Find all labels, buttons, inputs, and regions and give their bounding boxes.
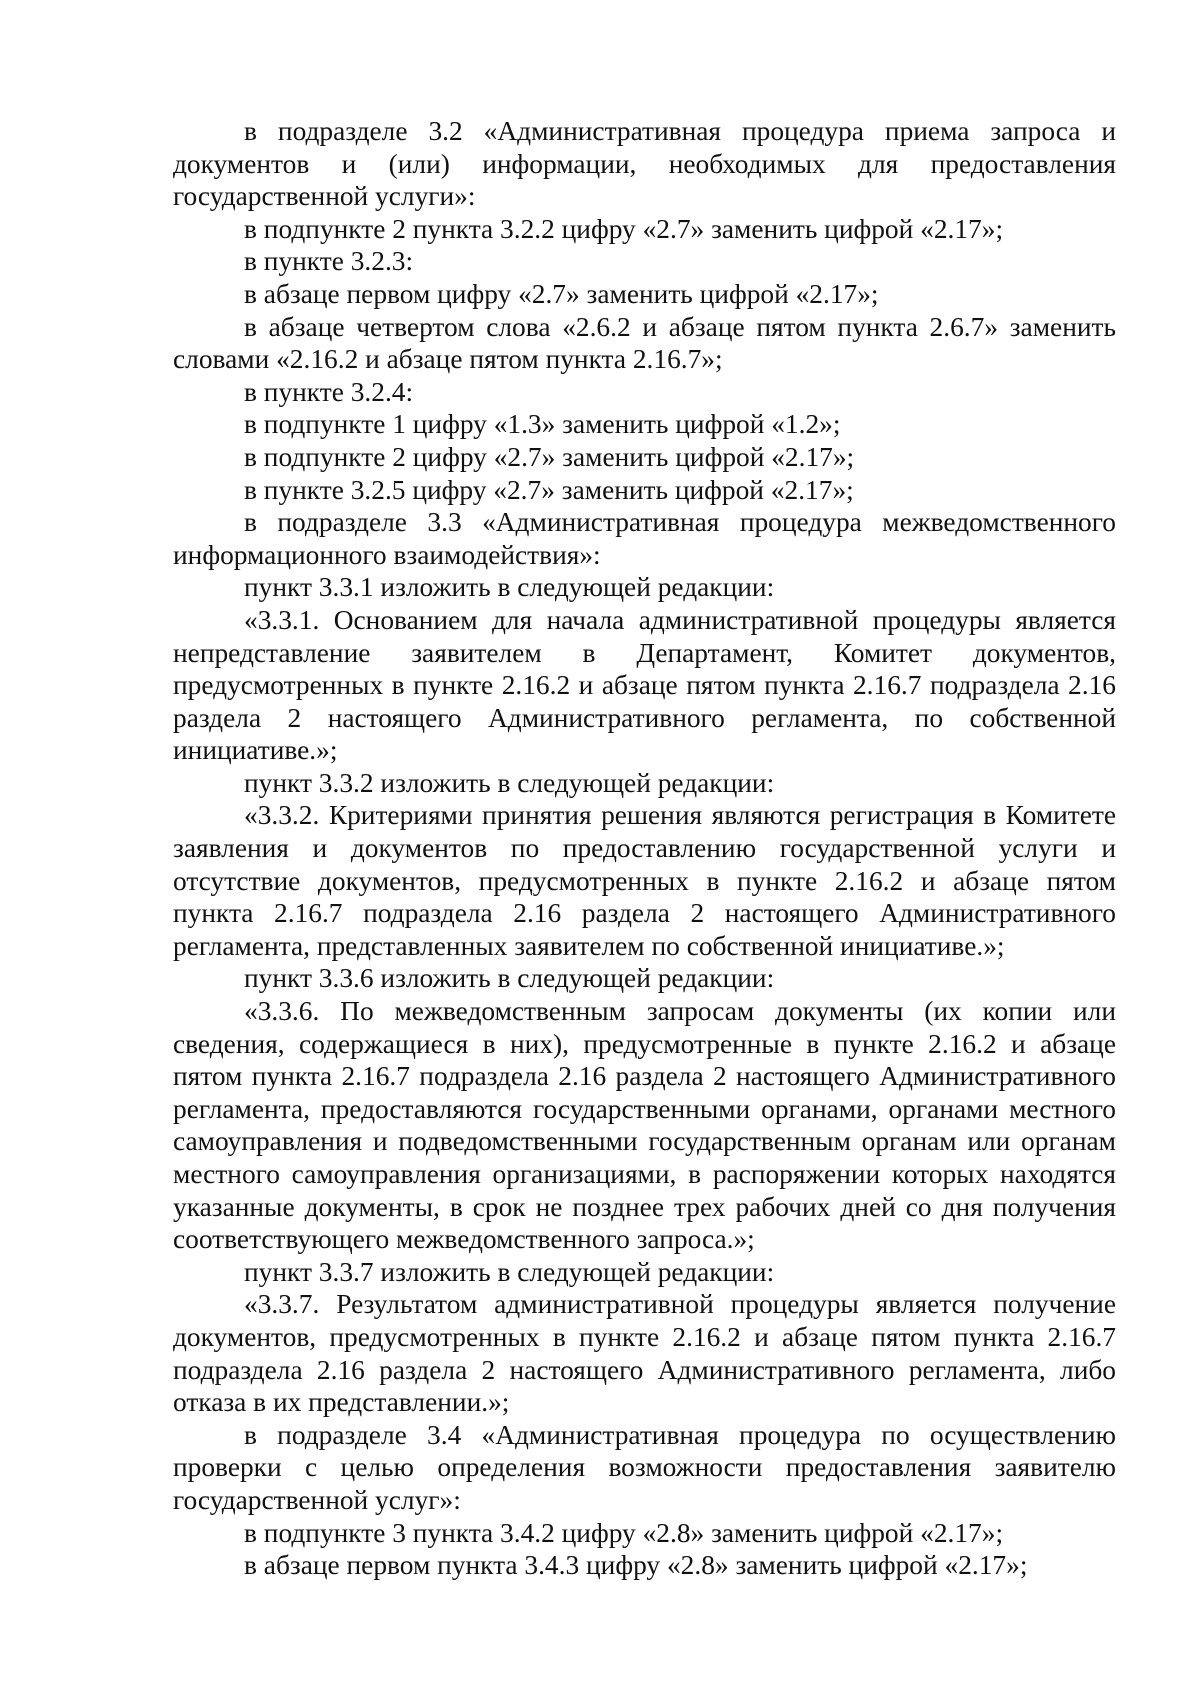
- paragraph: в подпункте 1 цифру «1.3» заменить цифрой «1.2»;: [244, 409, 841, 440]
- paragraph: в подразделе 3.3 «Административная процедура межведомственного информационного взаимодействия»:: [173, 507, 1116, 570]
- paragraph: пункт 3.3.7 изложить в следующей редакции:: [244, 1256, 775, 1287]
- paragraph: пункт 3.3.1 изложить в следующей редакции:: [244, 572, 775, 603]
- paragraph: в пункте 3.2.4:: [244, 376, 414, 407]
- paragraph: в пункте 3.2.3:: [244, 246, 414, 277]
- paragraph: «3.3.7. Результатом административной процедуры является получение документов, предусмотренных в пункте 2.16.2 и абзаце пятом пункта 2.16.7 подраздела 2.16 раздела 2 настоящего Административного регламента, либо отказа в их представлении.»;: [173, 1289, 1116, 1418]
- paragraph: в подразделе 3.4 «Административная процедура по осуществлению проверки с целью определения возможности предоставления заявителю государственной услуг»:: [173, 1419, 1116, 1515]
- paragraph: в пункте 3.2.5 цифру «2.7» заменить цифрой «2.17»;: [244, 474, 854, 505]
- paragraph: пункт 3.3.6 изложить в следующей редакции:: [244, 963, 775, 994]
- paragraph: пункт 3.3.2 изложить в следующей редакции:: [244, 767, 775, 798]
- paragraph: в подпункте 3 пункта 3.4.2 цифру «2.8» заменить цифрой «2.17»;: [244, 1517, 1004, 1548]
- paragraph: «3.3.2. Критериями принятия решения являются регистрация в Комитете заявления и документов по предоставлению государственной услуги и отсутствие документов, предусмотренных в пункте 2.16.2 и абзаце пятом пункта 2.16.7 подраздела 2.16 раздела 2 настоящего Административного регламента, представленных заявителем по собственной инициативе.»;: [173, 800, 1116, 961]
- document-body: [173, 115, 1116, 1582]
- paragraph: в абзаце первом цифру «2.7» заменить цифрой «2.17»;: [244, 278, 879, 309]
- paragraph: в абзаце первом пункта 3.4.3 цифру «2.8» заменить цифрой «2.17»;: [244, 1550, 1028, 1581]
- paragraph: в подпункте 2 пункта 3.2.2 цифру «2.7» заменить цифрой «2.17»;: [244, 213, 1004, 244]
- paragraph: «3.3.6. По межведомственным запросам документы (их копии или сведения, содержащиеся в них), предусмотренные в пункте 2.16.2 и абзаце пятом пункта 2.16.7 подраздела 2.16 раздела 2 настоящего Административного регламента, предоставляются государственными органами, органами местного самоуправления и подведомственными государственным органам или органам местного самоуправления организациями, в распоряжении которых находятся указанные документы, в срок не позднее трех рабочих дней со дня получения соответствующего межведомственного запроса.»;: [173, 996, 1116, 1255]
- paragraph: в подразделе 3.2 «Административная процедура приема запроса и документов и (или) информации, необходимых для предоставления государственной услуги»:: [173, 116, 1116, 212]
- paragraph: «3.3.1. Основанием для начала административной процедуры является непредставление заявителем в Департамент, Комитет документов, предусмотренных в пункте 2.16.2 и абзаце пятом пункта 2.16.7 подраздела 2.16 раздела 2 настоящего Административного регламента, по собственной инициативе.»;: [173, 604, 1116, 766]
- paragraph: в подпункте 2 цифру «2.7» заменить цифрой «2.17»;: [244, 441, 855, 472]
- paragraph: в абзаце четвертом слова «2.6.2 и абзаце пятом пункта 2.6.7» заменить словами «2.16.2 и абзаце пятом пункта 2.16.7»;: [173, 311, 1116, 375]
